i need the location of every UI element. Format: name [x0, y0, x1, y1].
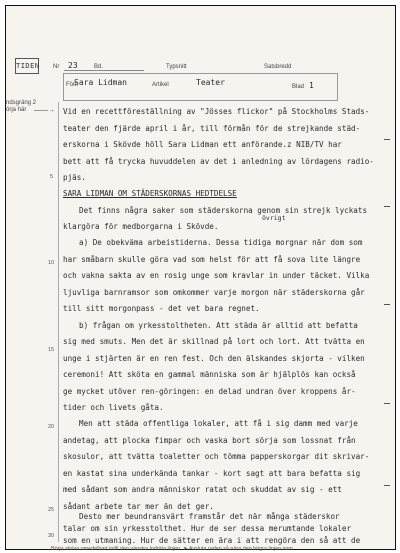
typsnitt-label: Typsnitt [166, 64, 187, 70]
body-line-19: tider och livets gåta. [63, 403, 164, 412]
right-tick [384, 206, 390, 207]
margin-note-line-1: ndsgräng 2 [6, 100, 37, 106]
line-number-15: 15 [48, 347, 55, 353]
body-line-1: Vid en recettföreställning av "Jösses flickor" på Stockholms Stads- [63, 107, 370, 116]
line-number-5: 5 [50, 174, 54, 180]
nr-label: Nr [53, 64, 60, 70]
archive-stamp: TIDEN [15, 58, 39, 74]
section-heading: SARA LIDMAN OM STÄDERSKORNAS HEDTDELSE [63, 189, 237, 198]
forf-label: Förf. [66, 82, 79, 88]
margin-arrow: ——→ [34, 107, 55, 114]
body-line-17: ceremoni! Att sköta en gammal människa som är hjälplös kan också [63, 370, 356, 379]
manuscript-sheet [5, 5, 396, 550]
body-line-20: Men att städa offentliga lokaler, att få i sig damm med varje [79, 419, 358, 428]
line-number-10: 10 [48, 260, 55, 266]
nr-value: 23 [68, 61, 78, 70]
footer-instruction: Börja skriva omedelbart intill den vänstra lodräta linjen. ➤ Avsluta raden så nära den högra linjen som [51, 546, 293, 552]
body-line-10: har småbarn skulle göra vad som helst för att få sova lite längre [63, 255, 361, 264]
body-line-24: med sådant som andra människor ratat och skuddat av sig - ett [63, 485, 342, 494]
artikel-label: Artikel [152, 82, 169, 88]
body-line-18: ge mycket utöver ren-göringen: en delad undran över kroppens år- [63, 387, 356, 396]
body-line-13: till sitt morgonpass - det vet bara regnet. [63, 304, 260, 313]
body-line-7: Det finns några saker som städerskorna genom sin strejk lyckats [79, 206, 368, 215]
right-tick [384, 139, 390, 140]
body-line-9: a) De obekväma arbeistiderna. Dessa tidiga morgnar när dom som [79, 238, 363, 247]
line-number-25: 25 [48, 507, 55, 513]
line-number-20: 20 [48, 424, 55, 430]
body-line-14: b) frågan om yrkesstoltheten. Att städa är alltid att befatta [79, 321, 358, 330]
body-line-8: klargöra för medborgarna i Skövde. [63, 222, 219, 231]
right-tick [384, 485, 390, 486]
artikel-value: Teater [196, 78, 225, 87]
bd-label: Bd. [94, 64, 104, 70]
body-line-4: bett att få trycka huvuddelen av det i anledning av lördagens radio- [63, 157, 374, 166]
nr-underline [64, 70, 144, 71]
left-margin-rule [58, 102, 59, 542]
header-form-box [63, 73, 338, 101]
body-line-28: som en utmaning. Hur de sätter en ära i att rengöra den så att de [63, 536, 361, 545]
body-line-23: en kastat sina underkända tankar - kort sagt att bara befatta sig [63, 469, 361, 478]
margin-note-line-2: örja här [6, 107, 27, 113]
blad-value: 1 [309, 81, 314, 90]
body-line-27: talar om sin yrkesstolthet. Hur de ser dessa merumtande lokaler [63, 524, 352, 533]
body-line-15: sig med smuts. Men det är skillnad på lort och lort. Att tvätta en [63, 337, 365, 346]
body-line-5: pjäs. [63, 173, 86, 182]
body-line-2: teater den fjärde april i år, till förmån för de strejkande städ- [63, 124, 361, 133]
body-line-3: erskorna i Skövde höll Sara Lidman ett anförande.z NIB/TV har [63, 140, 342, 149]
body-line-12: ljuvliga barnramsor som omkommer varje morgon när städerskorna går [63, 288, 365, 297]
body-line-26: Desto mer beundransvärt framstår det när många städerskor [79, 512, 340, 521]
forf-value: Sara Lidman [74, 78, 127, 87]
body-line-22: skosulor, att tvätta toaletter och tömma papperskorgar dit skrivar- [63, 452, 370, 461]
body-line-16: unge i stjärten är en ren fest. Och den älskandes skjorta - vilken [63, 354, 365, 363]
blad-label: Blad [292, 84, 305, 90]
body-line-25: sådant arbete tar mer än det ger. [63, 502, 214, 511]
body-line-11: och vakna sakta av en rosig unge som kravlar in under täcket. Vilka [63, 271, 370, 280]
right-tick [384, 304, 390, 305]
body-line-21: andetag, att plocka fimpar och vaska bort sörja som lossnat från [63, 436, 356, 445]
right-tick [384, 403, 390, 404]
line-number-30: 30 [48, 533, 55, 539]
insert-ovrigt: övrigt [262, 214, 286, 222]
satsbredd-label: Satsbredd [264, 64, 292, 70]
